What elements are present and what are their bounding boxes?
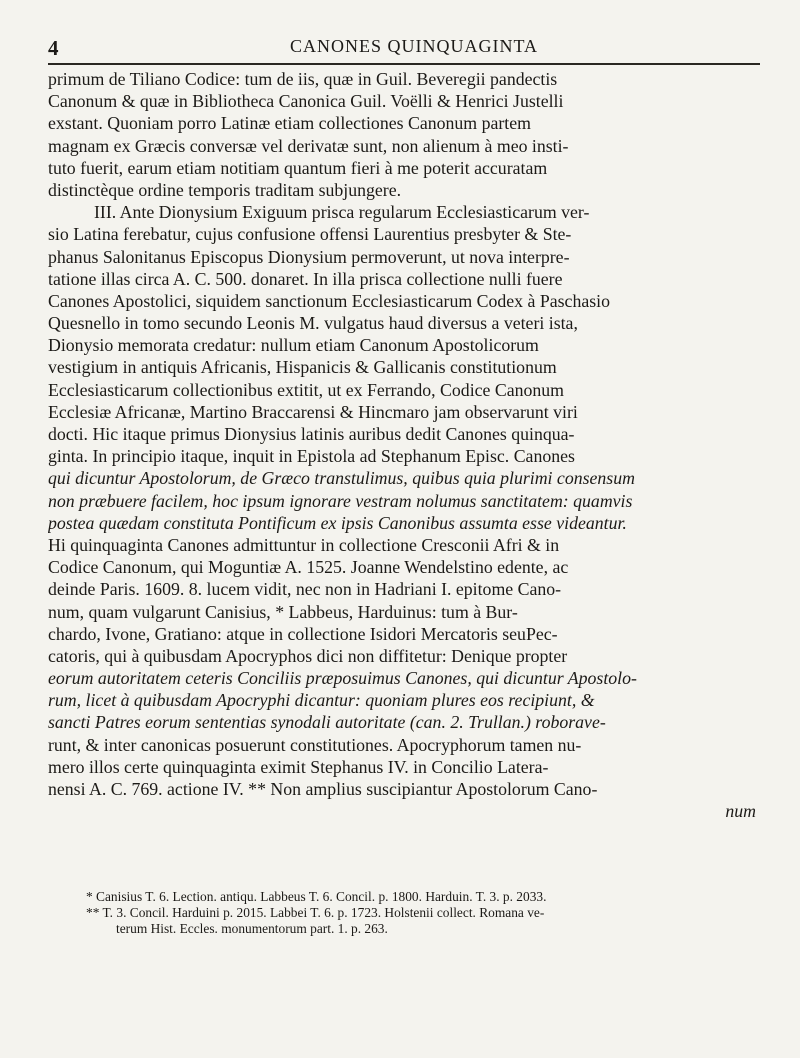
page-number: 4	[48, 36, 59, 60]
text-line: Codice Canonum, qui Moguntiæ A. 1525. Joanne Wendelstino edente, ac	[48, 557, 569, 578]
footnote-line: ** T. 3. Concil. Harduini p. 2015. Labbei T. 6. p. 1723. Holstenii collect. Romana ve-	[86, 905, 545, 921]
text-line: Hi quinquaginta Canones admittuntur in collectione Cresconii Afri & in	[48, 534, 560, 555]
text-line: eorum autoritatem ceteris Conciliis præposuimus Canones, qui dicuntur Apostolo-	[48, 668, 637, 689]
text-line: runt, & inter canonicas posuerunt constitutiones. Apocryphorum tamen nu-	[48, 734, 582, 755]
text-line: nensi A. C. 769. actione IV. ** Non amplius suscipiantur Apostolorum Cano-	[48, 779, 598, 799]
text-line: Canones Apostolici, siquidem sanctionum Ecclesiasticarum Codex à Paschasio	[48, 290, 610, 311]
page-header	[48, 36, 740, 60]
body-text	[48, 68, 756, 822]
footnote-line: * Canisius T. 6. Lection. antiqu. Labbeus T. 6. Concil. p. 1800. Harduin. T. 3. p. 2033.	[86, 889, 547, 904]
text-line: catoris, qui à quibusdam Apocryphos dici non diffitetur: Denique propter	[48, 645, 568, 666]
text-line: postea quædam constituta Pontificum ex ipsis Canonibus assumta esse videantur.	[48, 512, 627, 533]
text-line: exstant. Quoniam porro Latinæ etiam collectiones Canonum partem	[48, 113, 531, 134]
text-line: tuto fuerit, earum etiam notitiam quantum fieri à me poterit accuratam	[48, 157, 548, 178]
text-line: num	[725, 801, 756, 822]
text-line: distinctèque ordine temporis traditam subjungere.	[48, 179, 402, 200]
text-line: mero illos certe quinquaginta eximit Stephanus IV. in Concilio Latera-	[48, 756, 549, 777]
text-line: Ecclesiasticarum collectionibus extitit, ut ex Ferrando, Codice Canonum	[48, 379, 565, 400]
text-line: tatione illas circa A. C. 500. donaret. In illa prisca collectione nulli fuere	[48, 268, 563, 289]
text-line: qui dicuntur Apostolorum, de Græco transtulimus, quibus quia plurimi consensum	[48, 468, 635, 489]
text-line: magnam ex Græcis conversæ vel derivatæ sunt, non alienum à meo insti-	[48, 135, 569, 156]
header-rule	[48, 63, 760, 65]
text-line: vestigium in antiquis Africanis, Hispanicis & Gallicanis constitutionum	[48, 357, 557, 378]
text-line: deinde Paris. 1609. 8. lucem vidit, nec non in Hadriani I. epitome Cano-	[48, 579, 562, 600]
text-line: Quesnello in tomo secundo Leonis M. vulgatus haud diversus a veteri ista,	[48, 313, 578, 334]
running-title: CANONES QUINQUAGINTA	[289, 36, 539, 56]
text-line: sio Latina ferebatur, cujus confusione offensi Laurentius presbyter & Ste-	[48, 224, 572, 245]
text-line: sancti Patres eorum sententias synodali autoritate (can. 2. Trullan.) roborave-	[48, 712, 606, 733]
text-line: non præbuere facilem, hoc ipsum ignorare vestram nolumus sanctitatem: quamvis	[48, 490, 633, 511]
text-line: chardo, Ivone, Gratiano: atque in collectione Isidori Mercatoris seuPec-	[48, 623, 558, 644]
text-line: III. Ante Dionysium Exiguum prisca regularum Ecclesiasticarum ver-	[94, 202, 590, 223]
text-line: docti. Hic itaque primus Dionysius latinis auribus dedit Canones quinqua-	[48, 424, 575, 444]
text-line: rum, licet à quibusdam Apocryphi dicantur: quoniam plures eos recipiunt, &	[48, 690, 595, 711]
text-line: Dionysio memorata credatur: nullum etiam Canonum Apostolicorum	[48, 335, 539, 356]
text-line: Canonum & quæ in Bibliotheca Canonica Guil. Voëlli & Henrici Justelli	[48, 91, 564, 112]
footnote-line: terum Hist. Eccles. monumentorum part. 1. p. 263.	[116, 921, 388, 937]
text-line: ginta. In principio itaque, inquit in Epistola ad Stephanum Episc. Canones	[48, 446, 575, 467]
text-line: num, quam vulgarunt Canisius, * Labbeus, Harduinus: tum à Bur-	[48, 601, 518, 622]
footnotes	[48, 889, 756, 938]
text-line: primum de Tiliano Codice: tum de iis, quæ in Guil. Beveregii pandectis	[48, 69, 558, 89]
text-line: phanus Salonitanus Episcopus Dionysium permoverunt, ut nova interpre-	[48, 246, 570, 267]
text-line: Ecclesiæ Africanæ, Martino Braccarensi & Hincmaro jam observarunt viri	[48, 401, 578, 422]
